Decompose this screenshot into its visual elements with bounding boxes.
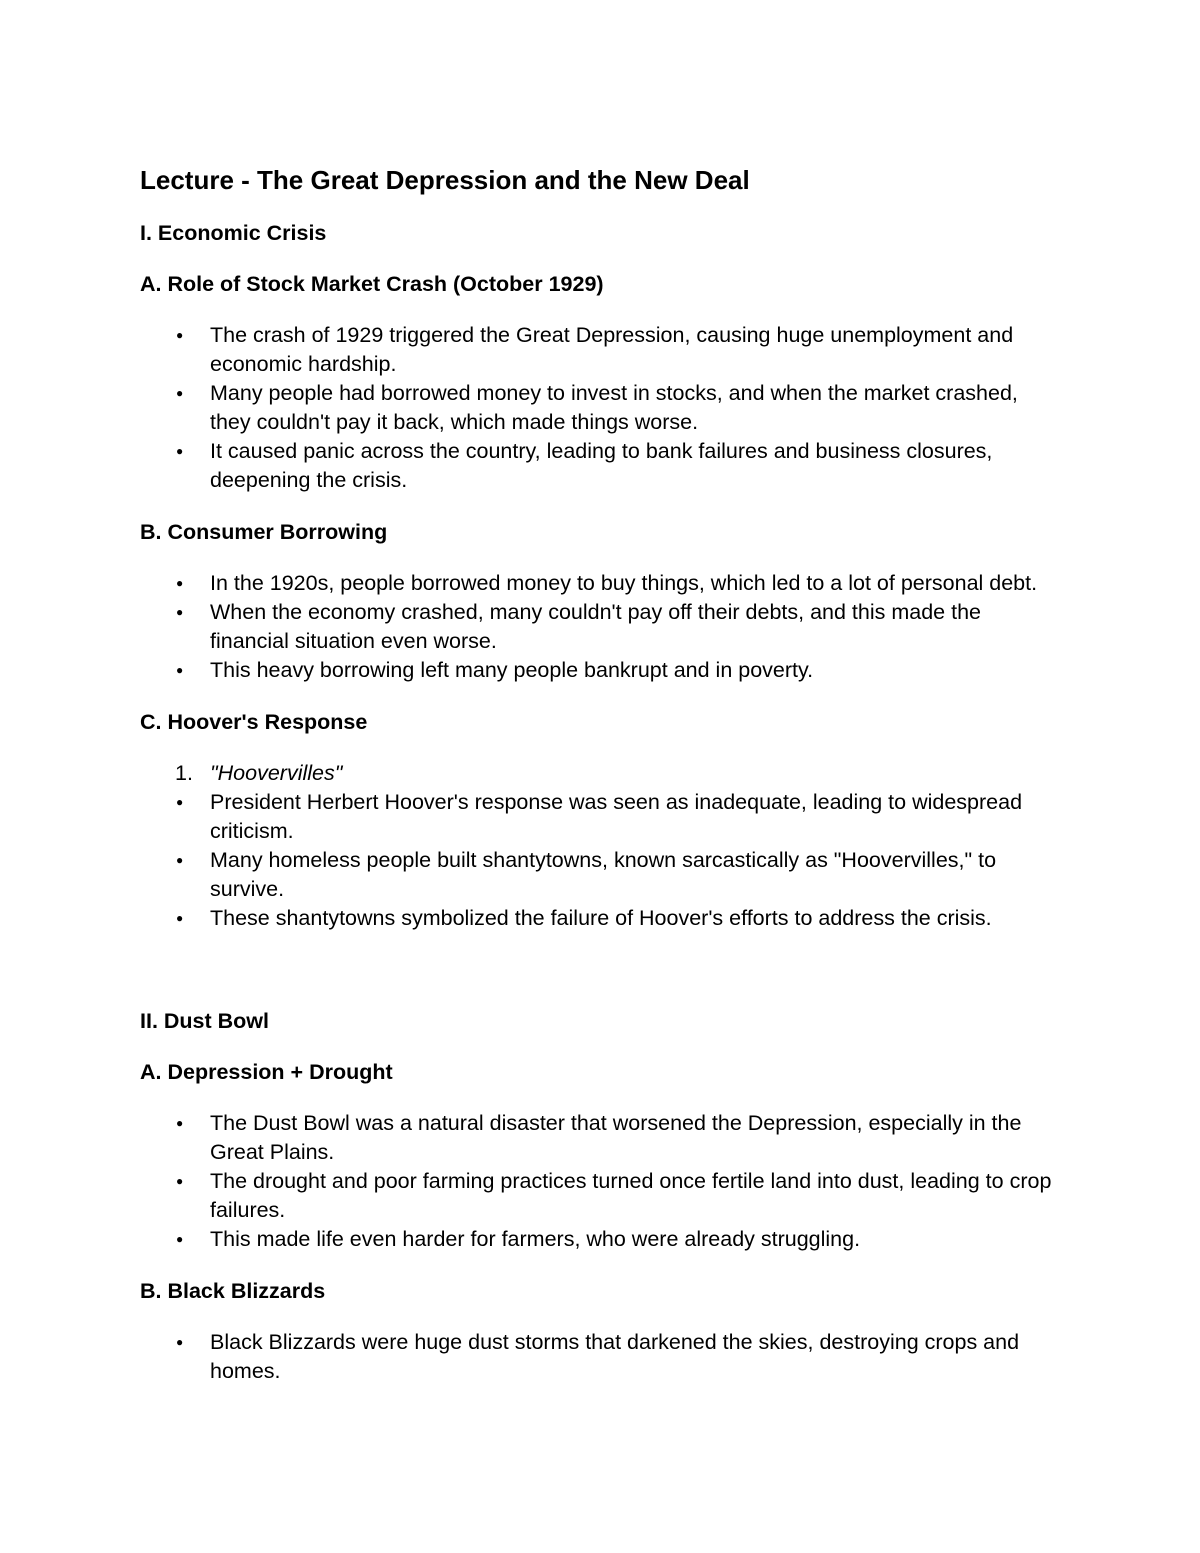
list-item-text: In the 1920s, people borrowed money to buy things, which led to a lot of personal debt. [210,571,1038,595]
list-item-text: The drought and poor farming practices turned once fertile land into dust, leading to crop failures. [210,1169,1052,1222]
list-item [140,1167,1055,1225]
list-item-number: 1. [175,761,193,785]
list-item-text: Black Blizzards were huge dust storms that darkened the skies, destroying crops and homes. [210,1330,1020,1383]
list-item [140,1328,1055,1386]
list-item-text: "Hoovervilles" [210,761,343,785]
consumer-borrowing-bullet-list [140,569,1055,685]
hoovers-response-list [140,759,1055,933]
depression-drought-bullet-list [140,1109,1055,1254]
list-item [140,656,1055,685]
list-item-text: Many people had borrowed money to invest in stocks, and when the market crashed, they couldn't pay it back, which made things worse. [210,381,1018,434]
list-item [140,321,1055,379]
list-item-text: The Dust Bowl was a natural disaster that worsened the Depression, especially in the Great Plains. [210,1111,1022,1164]
list-item-text: When the economy crashed, many couldn't pay off their debts, and this made the financial situation even worse. [210,600,981,653]
list-item [140,1109,1055,1167]
list-item-text: This made life even harder for farmers, who were already struggling. [210,1227,861,1251]
numbered-list-item [140,759,1055,788]
list-item [140,788,1055,846]
list-item [140,1225,1055,1254]
section-break-spacer [140,955,1055,985]
list-item-text: The crash of 1929 triggered the Great Depression, causing huge unemployment and economic hardship. [210,323,1014,376]
list-item [140,379,1055,437]
subsection-heading-black-blizzards: B. Black Blizzards [140,1279,326,1303]
stock-market-bullet-list [140,321,1055,495]
subsection-heading-stock-market-crash: A. Role of Stock Market Crash (October 1929) [140,272,604,296]
section-heading-economic-crisis: I. Economic Crisis [140,221,327,245]
list-item-text: It caused panic across the country, leading to bank failures and business closures, deepening the crisis. [210,439,993,492]
list-item [140,437,1055,495]
subsection-heading-consumer-borrowing: B. Consumer Borrowing [140,520,388,544]
list-item [140,598,1055,656]
list-item-text: Many homeless people built shantytowns, known sarcastically as "Hoovervilles," to survive. [210,848,997,901]
list-item [140,904,1055,933]
page-title: Lecture - The Great Depression and the New Deal [140,165,750,195]
list-item-text: These shantytowns symbolized the failure of Hoover's efforts to address the crisis. [210,906,992,930]
black-blizzards-bullet-list [140,1328,1055,1386]
list-item [140,569,1055,598]
list-item-text: President Herbert Hoover's response was seen as inadequate, leading to widespread criticism. [210,790,1023,843]
section-heading-dust-bowl: II. Dust Bowl [140,1009,269,1033]
list-item [140,846,1055,904]
subsection-heading-depression-drought: A. Depression + Drought [140,1060,393,1084]
subsection-heading-hoovers-response: C. Hoover's Response [140,710,368,734]
list-item-text: This heavy borrowing left many people bankrupt and in poverty. [210,658,814,682]
